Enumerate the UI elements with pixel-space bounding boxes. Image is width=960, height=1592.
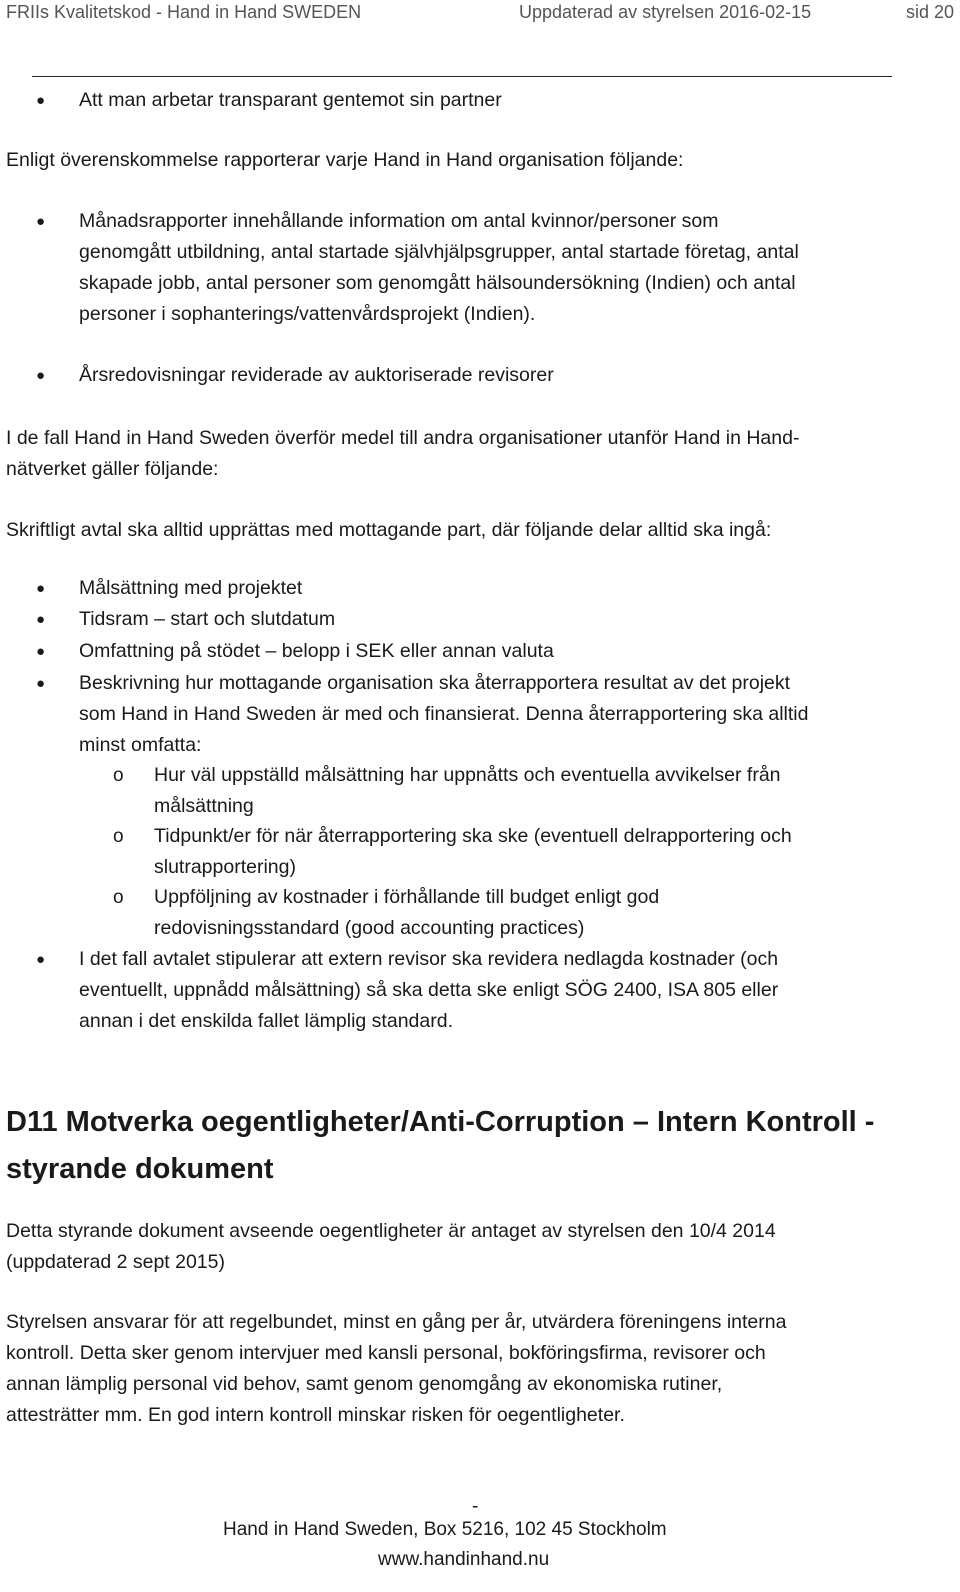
page-number: sid 20: [905, 2, 954, 22]
list-item-line: skapade jobb, antal personer som genomgått hälsoundersökning (Indien) och antal: [79, 272, 796, 294]
list-item-line: eventuellt, uppnådd målsättning) så ska detta ske enligt SÖG 2400, ISA 805 eller: [79, 979, 779, 1001]
bullet-icon: ●: [36, 367, 46, 384]
sub-bullet-icon: o: [113, 765, 124, 786]
header-updated: Uppdaterad av styrelsen 2016-02-15: [519, 2, 812, 22]
section-heading: D11 Motverka oegentligheter/Anti-Corruption – Intern Kontroll -: [6, 1106, 875, 1138]
list-item-line: Månadsrapporter innehållande information om antal kvinnor/personer som: [79, 210, 719, 232]
footer-address: Hand in Hand Sweden, Box 5216, 102 45 Stockholm: [223, 1519, 667, 1540]
list-item: Omfattning på stödet – belopp i SEK eller annan valuta: [79, 640, 554, 662]
list-item-line: Beskrivning hur mottagande organisation ska återrapportera resultat av det projekt: [79, 672, 791, 694]
sub-item-line: slutrapportering): [154, 856, 296, 878]
sub-bullet-icon: o: [113, 826, 124, 847]
list-item-line: minst omfatta:: [79, 734, 202, 756]
bullet-icon: ●: [36, 951, 46, 968]
paragraph-line: annan lämplig personal vid behov, samt genom genomgång av ekonomiska rutiner,: [6, 1373, 723, 1395]
list-item-line: genomgått utbildning, antal startade självhjälpsgrupper, antal startade företag, antal: [79, 241, 799, 263]
list-item-line: som Hand in Hand Sweden är med och finansierat. Denna återrapportering ska alltid: [79, 703, 809, 725]
list-item: Tidsram – start och slutdatum: [79, 608, 336, 630]
paragraph-line: attesträtter mm. En god intern kontroll minskar risken för oegentligheter.: [6, 1404, 625, 1426]
list-item-line: personer i sophanterings/vattenvårdsprojekt (Indien).: [79, 303, 536, 325]
paragraph-line: Styrelsen ansvarar för att regelbundet, minst en gång per år, utvärdera föreningens interna: [6, 1311, 787, 1333]
sub-item-line: Hur väl uppställd målsättning har uppnåtts och eventuella avvikelser från: [154, 764, 781, 786]
bullet-icon: ●: [36, 92, 46, 109]
paragraph-line: Detta styrande dokument avseende oegentligheter är antaget av styrelsen den 10/4 2014: [6, 1220, 776, 1242]
agreement-intro: Skriftligt avtal ska alltid upprättas med mottagande part, där följande delar alltid ska ingå:: [6, 519, 772, 541]
sub-item-line: Uppföljning av kostnader i förhållande till budget enligt god: [154, 886, 660, 908]
reporting-intro: Enligt överenskommelse rapporterar varje Hand in Hand organisation följande:: [6, 149, 684, 171]
list-item-line: annan i det enskilda fallet lämplig standard.: [79, 1010, 453, 1032]
footer-dash: -: [472, 1496, 479, 1517]
list-item: Att man arbetar transparant gentemot sin partner: [79, 89, 502, 111]
transfer-intro-line: I de fall Hand in Hand Sweden överför medel till andra organisationer utanför Hand in Hand-: [6, 427, 800, 449]
list-item: Målsättning med projektet: [79, 577, 303, 599]
bullet-icon: ●: [36, 611, 46, 628]
bullet-icon: ●: [36, 675, 46, 692]
page-header: [6, 2, 954, 28]
header-rule: [32, 76, 892, 77]
sub-item-line: målsättning: [154, 795, 254, 817]
transfer-intro-line: nätverket gäller följande:: [6, 458, 219, 480]
bullet-icon: ●: [36, 213, 46, 230]
list-item-line: I det fall avtalet stipulerar att extern revisor ska revidera nedlagda kostnader (och: [79, 948, 779, 970]
footer-website: www.handinhand.nu: [378, 1549, 550, 1570]
sub-bullet-icon: o: [113, 887, 124, 908]
section-heading-cont: styrande dokument: [6, 1153, 274, 1185]
list-item: Årsredovisningar reviderade av auktoriserade revisorer: [79, 364, 554, 386]
bullet-icon: ●: [36, 643, 46, 660]
paragraph-line: (uppdaterad 2 sept 2015): [6, 1251, 225, 1273]
paragraph-line: kontroll. Detta sker genom intervjuer med kansli personal, bokföringsfirma, revisorer och: [6, 1342, 766, 1364]
header-title: FRIIs Kvalitetskod - Hand in Hand SWEDEN: [6, 2, 362, 22]
bullet-icon: ●: [36, 580, 46, 597]
sub-item-line: redovisningsstandard (good accounting practices): [154, 917, 585, 939]
sub-item-line: Tidpunkt/er för när återrapportering ska ske (eventuell delrapportering och: [154, 825, 792, 847]
